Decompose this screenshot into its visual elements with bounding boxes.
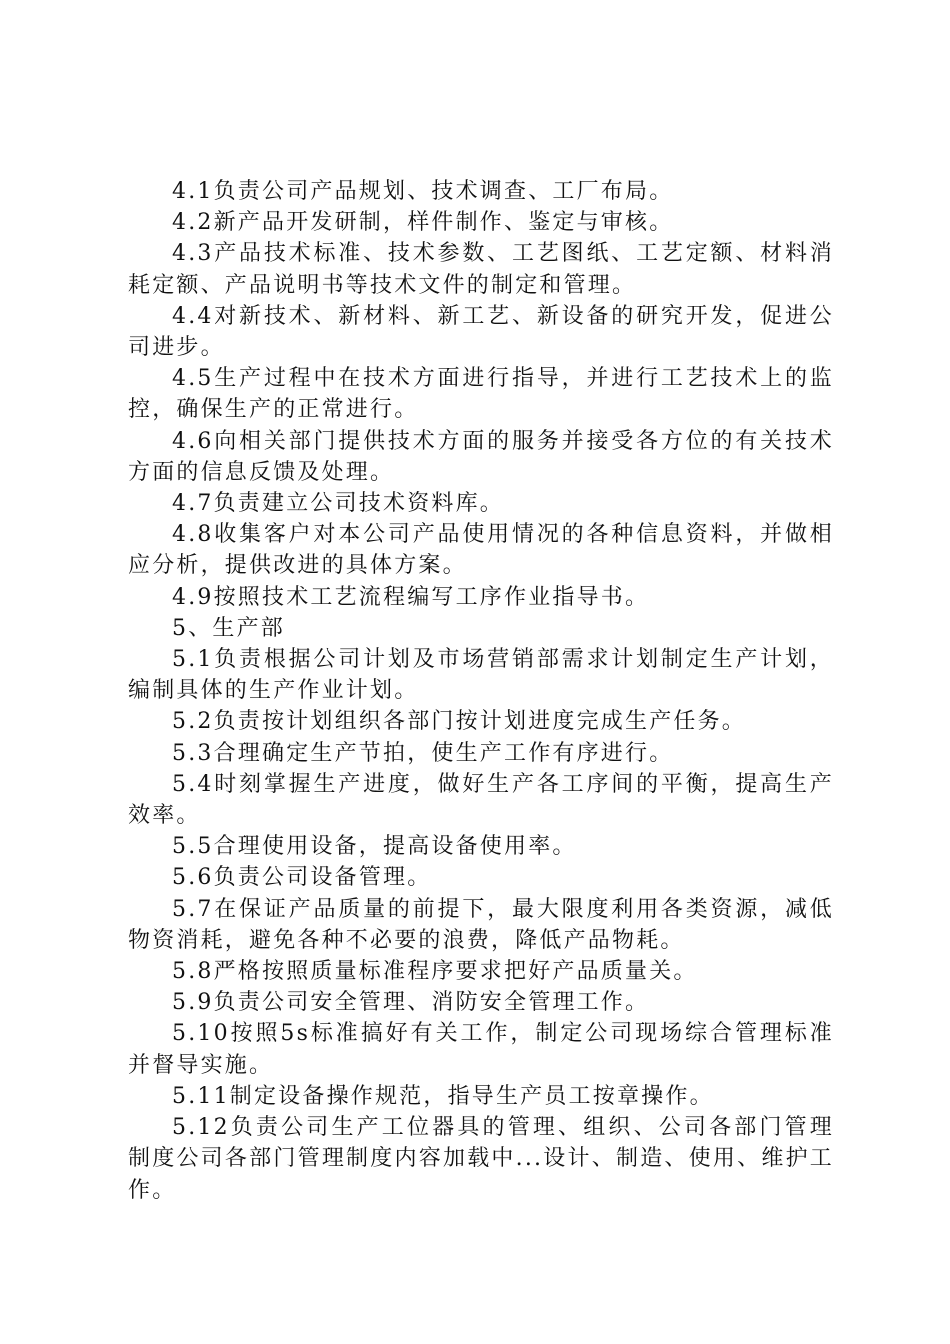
paragraph-5-10: 5.10按照5s标准搞好有关工作，制定公司现场综合管理标准并督导实施。 (128, 1021, 834, 1078)
paragraph-5-3: 5.3合理确定生产节拍，使生产工作有序进行。 (172, 740, 674, 766)
document-body (128, 176, 834, 1206)
paragraph-4-1: 4.1负责公司产品规划、技术调查、工厂布局。 (172, 179, 674, 204)
paragraph-5-7: 5.7在保证产品质量的前提下，最大限度利用各类资源，减低物资消耗，避免各种不必要的浪费，降低产品物耗。 (128, 896, 834, 953)
paragraph-4-2: 4.2新产品开发研制，样件制作、鉴定与审核。 (172, 210, 674, 236)
paragraph-4-4: 4.4对新技术、新材料、新工艺、新设备的研究开发，促进公司进步。 (128, 303, 834, 361)
paragraph-4-3: 4.3产品技术标准、技术参数、工艺图纸、工艺定额、材料消耗定额、产品说明书等技术文件的制定和管理。 (128, 241, 834, 298)
paragraph-4-9: 4.9按照技术工艺流程编写工序作业指导书。 (172, 584, 650, 610)
paragraph-5-11: 5.11制定设备操作规范，指导生产员工按章操作。 (172, 1083, 714, 1109)
paragraph-5-12: 5.12负责公司生产工位器具的管理、组织、公司各部门管理制度公司各部门管理制度内容加载中...设计、制造、使用、维护工作。 (128, 1115, 834, 1203)
paragraph-5-6: 5.6负责公司设备管理。 (172, 865, 432, 891)
section-heading-production: 5、生产部 (172, 615, 285, 641)
paragraph-5-8: 5.8严格按照质量标准程序要求把好产品质量关。 (172, 959, 698, 985)
paragraph-5-4: 5.4时刻掌握生产进度，做好生产各工序间的平衡，提高生产效率。 (128, 771, 834, 829)
paragraph-5-9: 5.9负责公司安全管理、消防安全管理工作。 (172, 990, 650, 1016)
paragraph-5-1: 5.1负责根据公司计划及市场营销部需求计划制定生产计划，编制具体的生产作业计划。 (128, 647, 834, 704)
paragraph-4-8: 4.8收集客户对本公司产品使用情况的各种信息资料，并做相应分析，提供改进的具体方案。 (128, 522, 834, 579)
paragraph-5-5: 5.5合理使用设备，提高设备使用率。 (172, 834, 577, 860)
paragraph-5-2: 5.2负责按计划组织各部门按计划进度完成生产任务。 (172, 709, 746, 735)
paragraph-4-6: 4.6向相关部门提供技术方面的服务并接受各方位的有关技术方面的信息反馈及处理。 (128, 428, 834, 485)
paragraph-4-5: 4.5生产过程中在技术方面进行指导，并进行工艺技术上的监控，确保生产的正常进行。 (128, 366, 834, 423)
paragraph-4-7: 4.7负责建立公司技术资料库。 (172, 491, 504, 517)
